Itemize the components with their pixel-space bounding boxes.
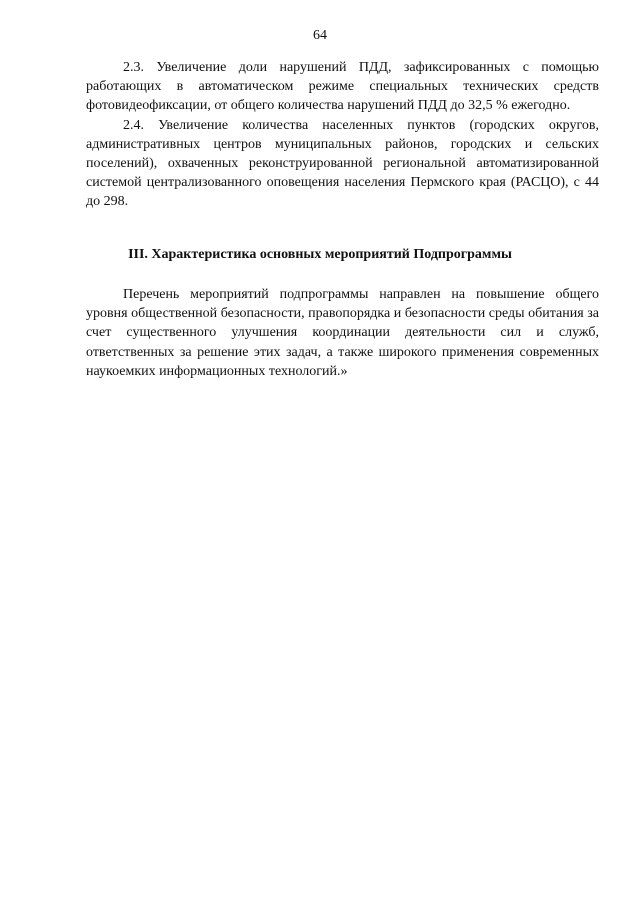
goals-block xyxy=(86,58,599,212)
goal-paragraph-2-3: 2.3. Увеличение доли нарушений ПДД, зафиксированных с помощью работающих в автоматическом режиме специальных технических средств фотовидеофиксации, от общего количества нарушений ПДД до 32,5 % ежегодно. xyxy=(86,60,599,114)
section-paragraph: Перечень мероприятий подпрограммы направлен на повышение общего уровня общественной безопасности, правопорядка и безопасности среды обитания за счет существенного улучшения координации деятельности сил и служб, ответственных за решение этих задач, а также широкого применения современных наукоемких информационных технологий.» xyxy=(86,287,599,379)
section-heading: III. Характеристика основных мероприятий Подпрограммы xyxy=(128,247,512,262)
goal-paragraph-2-4: 2.4. Увеличение количества населенных пунктов (городских округов, административных центров муниципальных районов, городских и сельских поселений), охваченных реконструированной региональной автоматизированной системой централизованного оповещения населения Пермского края (РАСЦО), с 44 до 298. xyxy=(86,117,599,210)
page-number: 64 xyxy=(313,28,327,43)
section-body xyxy=(86,285,599,381)
